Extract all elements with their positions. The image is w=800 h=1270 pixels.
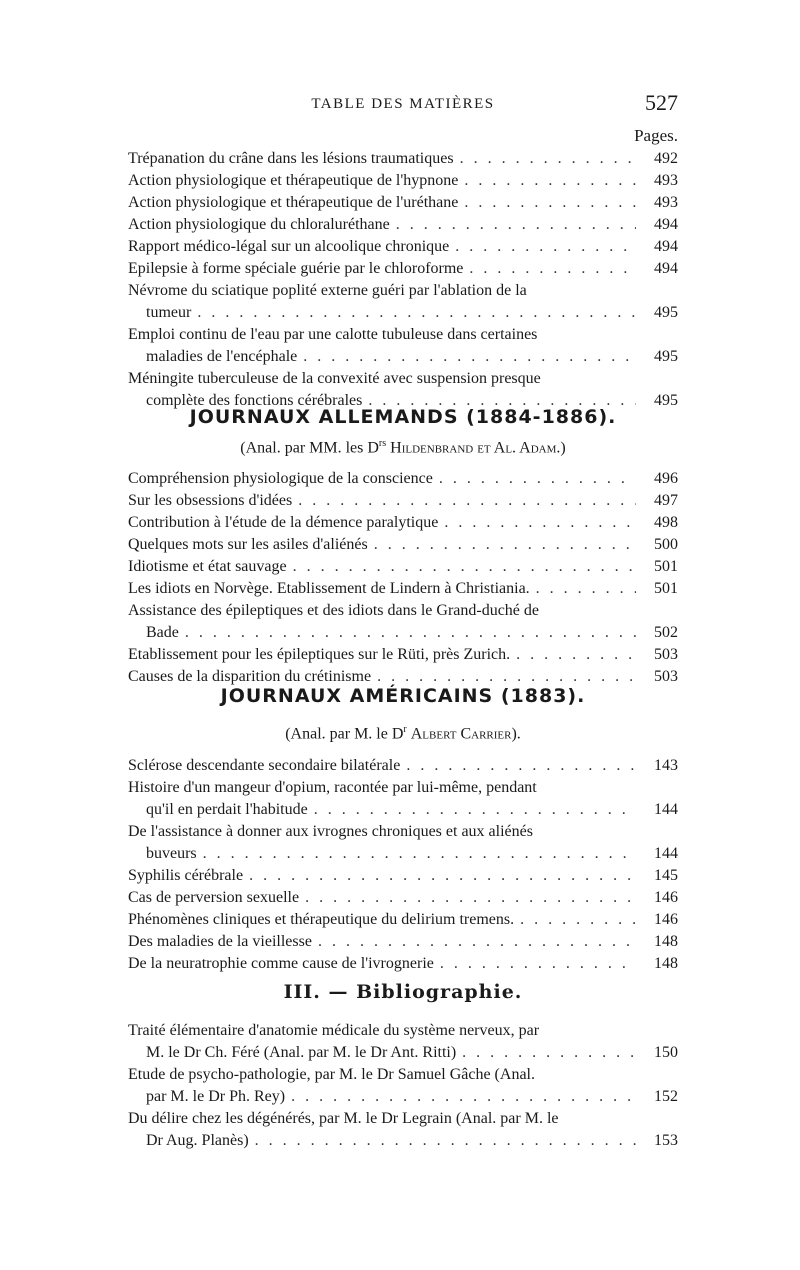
toc-entry-line — [128, 490, 678, 512]
toc-entry — [128, 931, 678, 953]
toc-entry-line — [128, 534, 678, 556]
toc-entry-text: Contribution à l'étude de la démence paralytique — [128, 514, 439, 531]
toc-entry-page: 503 — [654, 646, 678, 663]
section-heading-americains: JOURNAUX AMÉRICAINS (1883). — [220, 685, 586, 707]
toc-entry-line — [128, 512, 678, 534]
toc-entry — [128, 600, 678, 644]
toc-entry-text: Bade — [146, 624, 179, 641]
toc-entry — [128, 214, 678, 236]
toc-entry-line — [128, 556, 678, 578]
toc-entry-text: Compréhension physiologique de la conscience — [128, 470, 433, 487]
toc-entry — [128, 755, 678, 777]
toc-entry — [128, 280, 678, 324]
toc-entry-text: De la neuratrophie comme cause de l'ivrognerie — [128, 955, 434, 972]
toc-entry-page: 144 — [654, 801, 678, 818]
dot-leader — [249, 865, 636, 887]
toc-entry — [128, 865, 678, 887]
toc-entry-page: 501 — [654, 558, 678, 575]
toc-entry-text: par M. le Dr Ph. Rey) — [146, 1088, 286, 1105]
dot-leader — [396, 214, 636, 236]
toc-entry-page: 493 — [654, 172, 678, 189]
toc-entry-text: buveurs — [146, 845, 197, 862]
toc-entry-line — [128, 644, 678, 666]
toc-entry-page: 497 — [654, 492, 678, 509]
toc-entry — [128, 468, 678, 490]
toc-entry-page: 146 — [654, 889, 678, 906]
toc-entry-text: Cas de perversion sexuelle — [128, 889, 300, 906]
toc-entry — [128, 148, 678, 170]
dot-leader — [464, 192, 636, 214]
dot-leader — [303, 346, 636, 368]
toc-entry-page: 500 — [654, 536, 678, 553]
dot-leader — [460, 148, 636, 170]
toc-entry-line — [128, 755, 678, 777]
toc-entry — [128, 1020, 678, 1064]
toc-entry — [128, 909, 678, 931]
toc-entry-text: Action physiologique et thérapeutique de l'hypnone — [128, 172, 459, 189]
toc-entry-page: 143 — [654, 757, 678, 774]
toc-entry — [128, 1108, 678, 1152]
subtitle-prefix: (Anal. par M. le D — [285, 725, 404, 743]
running-title: TABLE DES MATIÈRES — [311, 96, 495, 112]
toc-entry-text: Trépanation du crâne dans les lésions traumatiques — [128, 150, 454, 167]
toc-entry-text: Phénomènes cliniques et thérapeutique du delirium tremens. — [128, 911, 515, 928]
toc-entry-line — [128, 468, 678, 490]
toc-entry — [128, 821, 678, 865]
dot-leader — [536, 578, 636, 600]
subtitle-names: Albert Carrier). — [410, 725, 521, 743]
dot-leader — [469, 258, 636, 280]
toc-entry-line — [128, 1086, 678, 1108]
toc-entry-line — [128, 170, 678, 192]
toc-entry-line — [128, 1130, 678, 1152]
toc-entry-text: tumeur — [146, 304, 192, 321]
toc-entry-text: Epilepsie à forme spéciale guérie par le chloroforme — [128, 260, 464, 277]
toc-entry-page: 148 — [654, 933, 678, 950]
toc-entry-line — [128, 865, 678, 887]
toc-entry — [128, 644, 678, 666]
toc-entry-page: 145 — [654, 867, 678, 884]
toc-entry-line — [128, 1064, 678, 1086]
toc-entry-line — [128, 192, 678, 214]
toc-entry — [128, 490, 678, 512]
toc-entry-text: maladies de l'encéphale — [146, 348, 298, 365]
toc-entry-line — [128, 931, 678, 953]
toc-entry-line — [128, 302, 678, 324]
toc-entry — [128, 324, 678, 368]
toc-entry — [128, 512, 678, 534]
page-number: 527 — [645, 90, 678, 115]
section-heading-bibliographie: III. — Bibliographie. — [283, 981, 523, 1003]
dot-leader — [314, 799, 636, 821]
toc-entry-page: 498 — [654, 514, 678, 531]
toc-entry-page: 146 — [654, 911, 678, 928]
dot-leader — [291, 1086, 636, 1108]
toc-entry-text: Sur les obsessions d'idées — [128, 492, 293, 509]
toc-entry-line — [128, 280, 678, 302]
toc-entry-line — [128, 1042, 678, 1064]
dot-leader — [440, 953, 636, 975]
toc-entry-line — [128, 148, 678, 170]
toc-entry-line — [128, 1108, 678, 1130]
toc-entry-text: qu'il en perdait l'habitude — [146, 801, 308, 818]
dot-leader — [464, 170, 636, 192]
toc-entry-text: Action physiologique et thérapeutique de l'uréthane — [128, 194, 459, 211]
dot-leader — [203, 843, 636, 865]
toc-entry-line — [128, 622, 678, 644]
subtitle-sup: rs — [378, 438, 387, 449]
toc-entry-page: 494 — [654, 238, 678, 255]
toc-entry-line — [128, 843, 678, 865]
dot-leader — [298, 490, 636, 512]
toc-entry — [128, 887, 678, 909]
toc-entry-line — [128, 887, 678, 909]
toc-entry-text: Causes de la disparition du crétinisme — [128, 668, 372, 685]
section-subtitle-americains — [128, 724, 678, 743]
toc-entry-page: 502 — [654, 624, 678, 641]
toc-entry-text: Dr Aug. Planès) — [146, 1132, 249, 1149]
toc-entry-text: Névrome du sciatique poplité externe guéri par l'ablation de la — [128, 282, 527, 299]
toc-entry-line — [128, 600, 678, 622]
toc-entry-page: 495 — [654, 348, 678, 365]
dot-leader — [439, 468, 636, 490]
running-head — [128, 92, 678, 118]
dot-leader — [462, 1042, 636, 1064]
subtitle-names: Hildenbrand et Al. Adam.) — [390, 439, 566, 457]
toc-entry-text: Traité élémentaire d'anatomie médicale du système nerveux, par — [128, 1022, 540, 1039]
toc-entry — [128, 777, 678, 821]
toc-entry-page: 492 — [654, 150, 678, 167]
toc-entry — [128, 258, 678, 280]
toc-entry-line — [128, 777, 678, 799]
toc-entry-text: Action physiologique du chloraluréthane — [128, 216, 390, 233]
toc-entry-line — [128, 258, 678, 280]
toc-entry-page: 152 — [654, 1088, 678, 1105]
toc-entry-page: 496 — [654, 470, 678, 487]
toc-entry-page: 494 — [654, 260, 678, 277]
toc-entry-page: 148 — [654, 955, 678, 972]
toc-entry-line — [128, 324, 678, 346]
subtitle-sup: r — [403, 724, 407, 735]
toc-entry — [128, 192, 678, 214]
dot-leader — [374, 534, 636, 556]
dot-leader — [305, 887, 636, 909]
dot-leader — [516, 644, 636, 666]
toc-entry-text: Rapport médico-légal sur un alcoolique chronique — [128, 238, 450, 255]
dot-leader — [255, 1130, 636, 1152]
toc-entry-line — [128, 953, 678, 975]
toc-entry-page: 153 — [654, 1132, 678, 1149]
toc-entry-line — [128, 214, 678, 236]
toc-entry-line — [128, 346, 678, 368]
toc-entry-page: 144 — [654, 845, 678, 862]
toc-entry-line — [128, 821, 678, 843]
toc-entry — [128, 556, 678, 578]
dot-leader — [455, 236, 636, 258]
dot-leader — [520, 909, 636, 931]
toc-entry-line — [128, 799, 678, 821]
toc-entry-text: Assistance des épileptiques et des idiots dans le Grand-duché de — [128, 602, 539, 619]
dot-leader — [293, 556, 636, 578]
section-subtitle-allemands — [128, 438, 678, 457]
toc-entry-text: Les idiots en Norvège. Etablissement de Lindern à Christiania. — [128, 580, 530, 597]
dot-leader — [406, 755, 636, 777]
toc-entry-page: 150 — [654, 1044, 678, 1061]
toc-entry-page: 495 — [654, 304, 678, 321]
toc-entry-text: M. le Dr Ch. Féré (Anal. par M. le Dr Ant. Ritti) — [146, 1044, 457, 1061]
toc-entry-text: Emploi continu de l'eau par une calotte tubuleuse dans certaines — [128, 326, 538, 343]
toc-entry-text: Des maladies de la vieillesse — [128, 933, 312, 950]
toc-entry — [128, 1064, 678, 1108]
toc-entry — [128, 236, 678, 258]
toc-entry-page: 494 — [654, 216, 678, 233]
section-heading-allemands: JOURNAUX ALLEMANDS (1884-1886). — [189, 406, 617, 428]
toc-entry — [128, 578, 678, 600]
dot-leader — [197, 302, 636, 324]
toc-entry-text: Idiotisme et état sauvage — [128, 558, 287, 575]
toc-entry-line — [128, 909, 678, 931]
toc-entry-line — [128, 236, 678, 258]
toc-entry-line — [128, 578, 678, 600]
toc-entry-page: 495 — [654, 392, 678, 409]
toc-entry-text: Sclérose descendante secondaire bilatérale — [128, 757, 401, 774]
toc-entry-text: Histoire d'un mangeur d'opium, racontée par lui-même, pendant — [128, 779, 537, 796]
toc-entry-text: Etude de psycho-pathologie, par M. le Dr Samuel Gâche (Anal. — [128, 1066, 535, 1083]
toc-entry-text: Etablissement pour les épileptiques sur le Rüti, près Zurich. — [128, 646, 511, 663]
toc-entry — [128, 170, 678, 192]
toc-entry — [128, 534, 678, 556]
toc-entry-line — [128, 368, 678, 390]
dot-leader — [318, 931, 636, 953]
toc-entry-page: 501 — [654, 580, 678, 597]
toc-entry-text: complète des fonctions cérébrales — [146, 392, 363, 409]
toc-entry-text: Du délire chez les dégénérés, par M. le Dr Legrain (Anal. par M. le — [128, 1110, 559, 1127]
dot-leader — [444, 512, 636, 534]
dot-leader — [185, 622, 636, 644]
toc-entry-page: 493 — [654, 194, 678, 211]
pages-column-label: Pages. — [634, 126, 678, 145]
toc-entry-text: Méningite tuberculeuse de la convexité avec suspension presque — [128, 370, 541, 387]
toc-entry-text: De l'assistance à donner aux ivrognes chroniques et aux aliénés — [128, 823, 533, 840]
toc-entry-page: 503 — [654, 668, 678, 685]
toc-entry-line — [128, 1020, 678, 1042]
toc-entry-text: Syphilis cérébrale — [128, 867, 244, 884]
toc-entry-text: Quelques mots sur les asiles d'aliénés — [128, 536, 368, 553]
subtitle-prefix: (Anal. par MM. les D — [240, 439, 379, 457]
toc-entry — [128, 953, 678, 975]
